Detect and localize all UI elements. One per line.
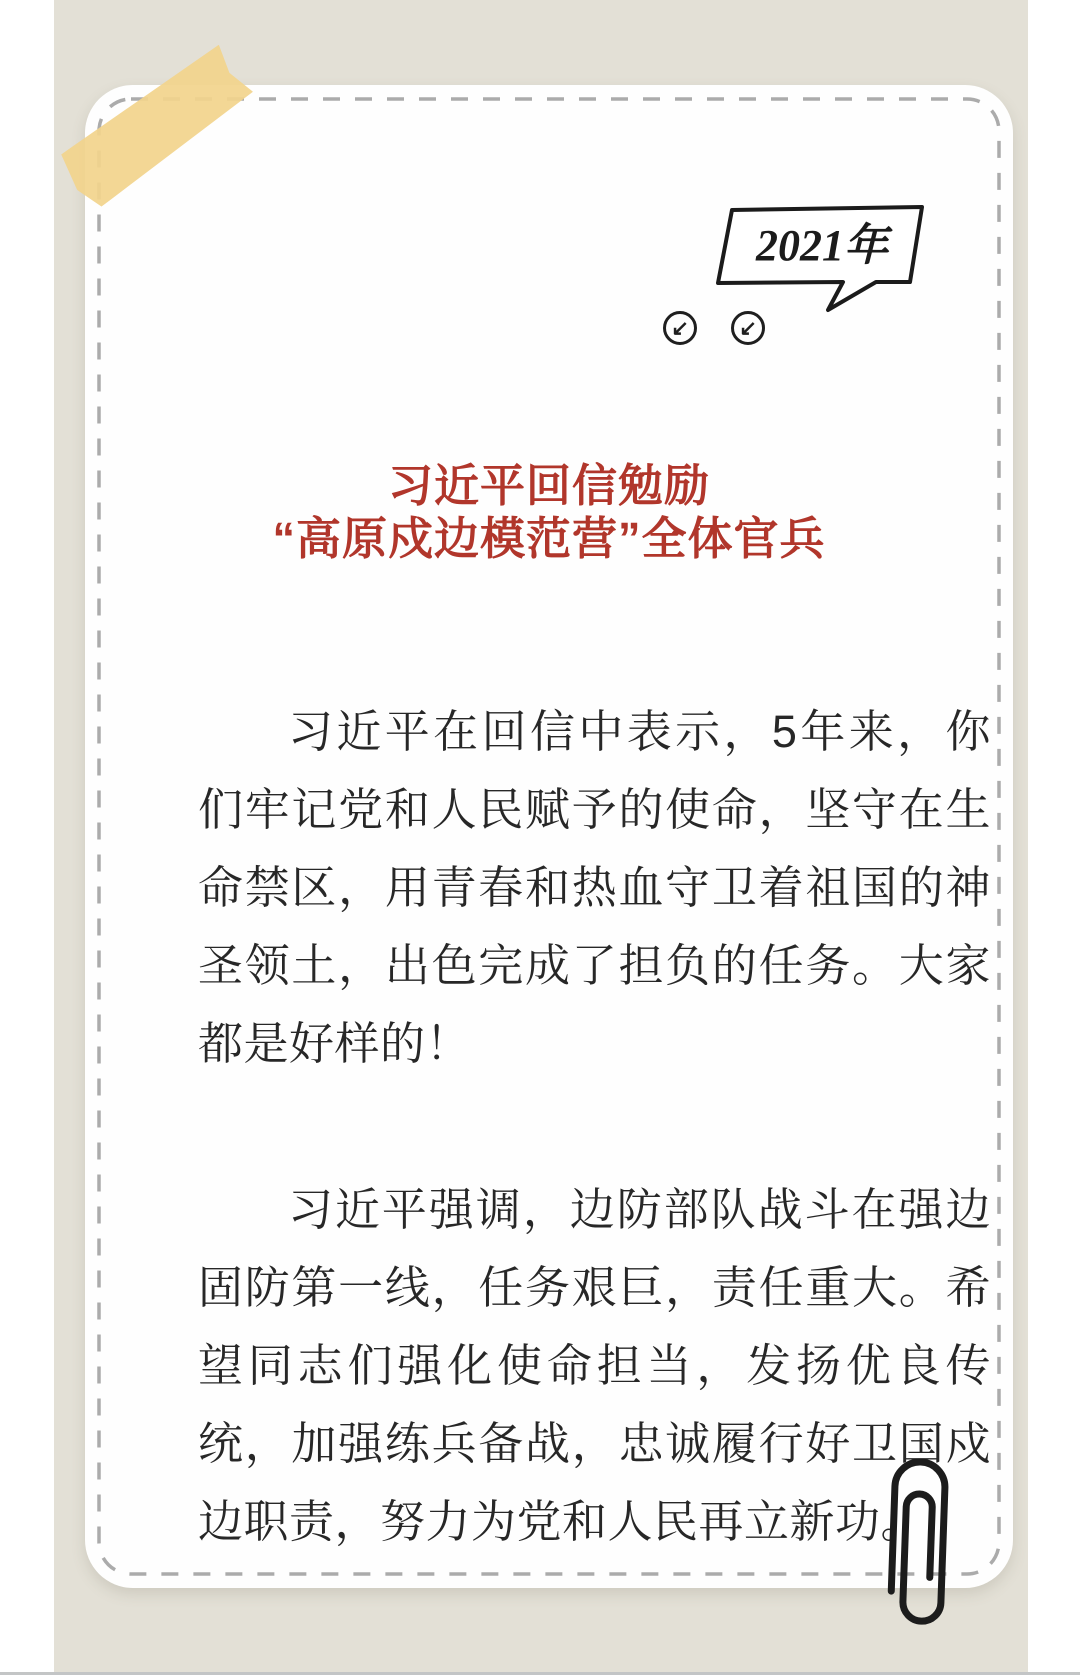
body-paragraph-1: 习近平在回信中表示，5年来，你们牢记党和人民赋予的使命，坚守在生命禁区，用青春和热血守卫着祖国的神圣领土，出色完成了担负的任务。大家都是好样的！: [198, 706, 991, 1069]
arrow-glyph: ↙: [739, 316, 757, 340]
title-line-2: “高原戍边模范营”全体官兵: [272, 513, 826, 564]
year-speech-bubble-badge: [710, 200, 930, 318]
article-title: [85, 459, 1013, 565]
year-badge-label: 2021年: [756, 221, 888, 270]
arrow-down-left-icon: [663, 311, 697, 345]
body-paragraph-2: 习近平强调，边防部队战斗在强边固防第一线，任务艰巨，责任重大。希望同志们强化使命担当，发扬优良传统，加强练兵备战，忠诚履行好卫国戍边职责，努力为党和人民再立新功。: [198, 1184, 991, 1547]
title-line-1: 习近平回信勉励: [387, 460, 710, 511]
arrow-glyph: ↙: [671, 316, 689, 340]
paperclip-icon: [865, 1440, 972, 1643]
